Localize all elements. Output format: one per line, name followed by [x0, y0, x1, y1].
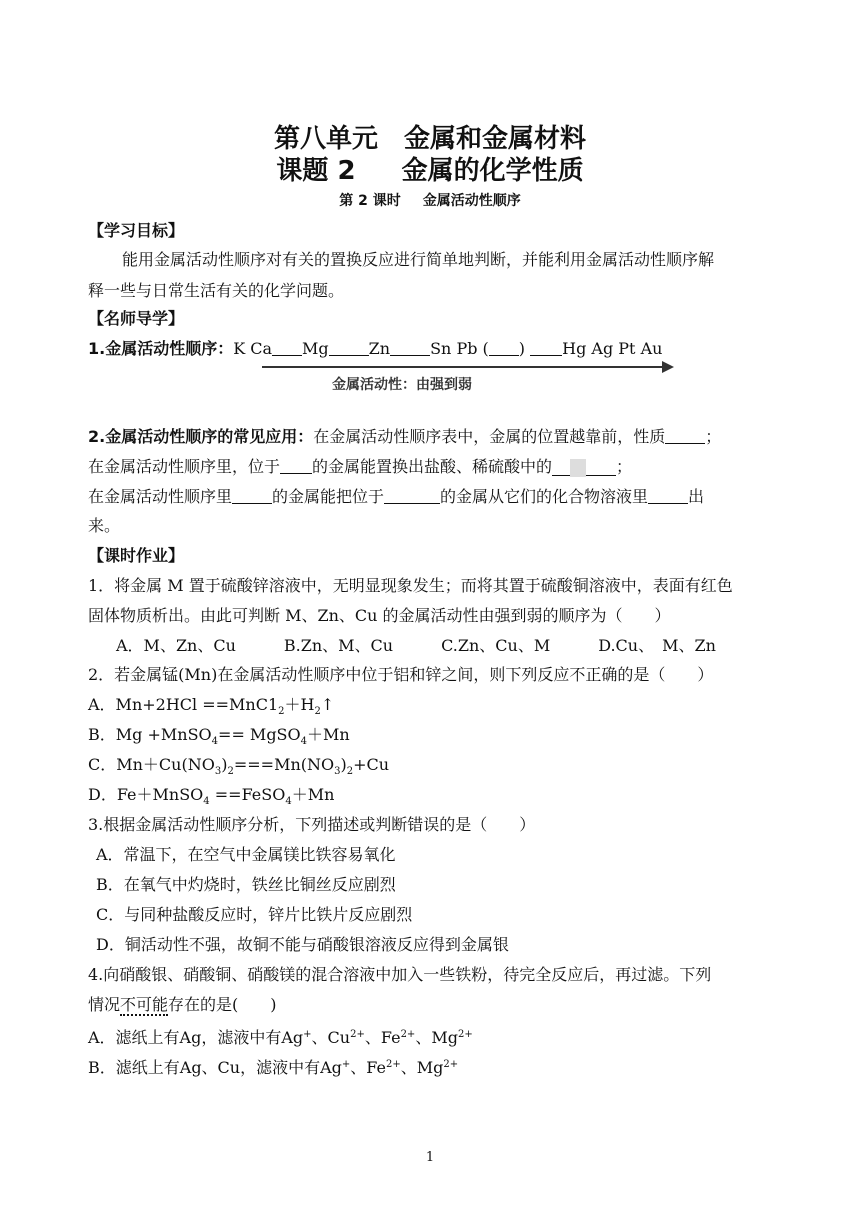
subscript: 4: [203, 796, 210, 807]
gas-arrow-icon: ↑: [320, 695, 335, 714]
lesson-name: 金属的化学性质: [401, 156, 584, 186]
objectives-line-1: 能用金属活动性顺序对有关的置换反应进行简单地判断，并能利用金属活动性顺序解: [122, 250, 715, 269]
superscript: +: [303, 1029, 312, 1040]
option-text: A．滤纸上有Ag，滤液中有Ag: [88, 1028, 304, 1047]
subscript: 3: [334, 766, 341, 777]
question-2-stem: 2．若金属锰(Mn)在金属活动性顺序中位于铝和锌之间，则下列反应不正确的是（ ）: [88, 665, 714, 684]
question-4-option-b: [88, 1055, 458, 1078]
question-1-line-1: 1．将金属 M 置于硫酸锌溶液中，无明显现象发生；而将其置于硫酸铜溶液中，表面有红色: [88, 576, 733, 595]
option-text: 、Fe: [350, 1058, 386, 1077]
question-4-line-2: [88, 995, 277, 1015]
arrow-head-icon: [662, 361, 674, 373]
period-name: 金属活动性顺序: [422, 193, 521, 209]
superscript: 2+: [350, 1029, 365, 1040]
application-text: 出: [688, 487, 705, 506]
series-text: Sn Pb (: [430, 339, 489, 358]
blank: [390, 339, 430, 356]
arrow-shaft: [262, 366, 666, 368]
blank: [232, 487, 272, 504]
question-3-option-b: B．在氧气中灼烧时，铁丝比铜丝反应剧烈: [96, 875, 396, 894]
question-1-line-2: 固体物质析出。由此可判断 M、Zn、Cu 的金属活动性由强到弱的顺序为（ ）: [88, 606, 671, 625]
formula-text: == MgSO: [218, 725, 301, 744]
scan-mark: [570, 459, 586, 477]
period-number: 第 2 课时: [339, 193, 401, 209]
option-text: 、Fe: [364, 1028, 401, 1047]
subscript: 3: [214, 766, 222, 777]
blank: [648, 487, 688, 504]
question-2-option-c: [88, 755, 389, 782]
question-3-stem: 3.根据金属活动性顺序分析，下列描述或判断错误的是（ ）: [88, 815, 536, 834]
formula-text: ＋Mn: [307, 725, 350, 744]
application-text: 在金属活动性顺序里: [88, 487, 233, 506]
series-text: K Ca: [233, 339, 273, 358]
series-text: Zn: [368, 339, 391, 358]
question-2-option-b: [88, 725, 350, 752]
blank: [272, 339, 302, 356]
objectives-header: 【学习目标】: [88, 221, 185, 240]
period-title: [0, 190, 860, 210]
formula-text: ＋Mn: [291, 785, 335, 804]
formula-text: B．Mg +MnSO: [88, 725, 212, 744]
option-text: B．滤纸上有Ag、Cu，滤液中有Ag: [88, 1058, 342, 1077]
question-3-option-c: C．与同种盐酸反应时，锌片比铁片反应剧烈: [96, 905, 413, 924]
superscript: 2+: [457, 1029, 473, 1040]
blank: [530, 339, 562, 356]
application-text: ；: [616, 457, 633, 476]
superscript: +: [341, 1059, 351, 1070]
application-text: 在金属活动性顺序表中，金属的位置越靠前，性质: [313, 427, 666, 446]
blank: [280, 457, 312, 474]
question-1-options: A．M、Zn、Cu B.Zn、M、Cu C.Zn、Cu、M D.Cu、 M、Zn: [116, 636, 716, 655]
subscript: 4: [300, 736, 308, 747]
arrow-label: 金属活动性：由强到弱: [332, 377, 472, 393]
page-number: 1: [425, 1150, 435, 1165]
application-line-3: [88, 487, 704, 507]
application-line-1: [88, 427, 721, 447]
application-text: 的金属能置换出盐酸、稀硫酸中的: [312, 457, 553, 476]
superscript: 2+: [443, 1059, 459, 1070]
activity-series-line: [88, 339, 662, 359]
question-2-option-d: [88, 785, 334, 812]
formula-text: ==FeSO: [209, 785, 286, 804]
blank: [384, 487, 440, 504]
subscript: 2: [314, 706, 321, 717]
formula-text: ): [340, 755, 347, 774]
subscript: 4: [285, 796, 292, 807]
activity-series-label: 1.金属活动性顺序：: [88, 339, 234, 358]
formula-text: +Cu: [353, 755, 390, 774]
application-text: 的金属从它们的化合物溶液里: [440, 487, 649, 506]
question-3-option-a: A．常温下，在空气中金属镁比铁容易氧化: [96, 845, 396, 864]
option-text: 、Cu: [311, 1028, 351, 1047]
formula-text: ＋H: [284, 695, 315, 714]
option-text: 、Mg: [415, 1028, 458, 1047]
blank: [552, 459, 616, 476]
subscript: 4: [211, 736, 219, 747]
guide-header: 【名师导学】: [88, 309, 185, 328]
subscript: 2: [227, 766, 234, 777]
series-text: Mg: [302, 339, 329, 358]
blank: [329, 339, 369, 356]
question-3-option-d: D．铜活动性不强，故铜不能与硝酸银溶液反应得到金属银: [96, 935, 509, 954]
formula-text: A．Mn+2HCl ==MnC1: [88, 695, 279, 714]
application-text: 的金属能把位于: [272, 487, 385, 506]
application-text: ；: [705, 427, 722, 446]
application-text: 在金属活动性顺序里，位于: [88, 457, 281, 476]
activity-arrow: [262, 358, 676, 392]
formula-text: D．Fe＋MnSO: [88, 785, 204, 804]
superscript: 2+: [386, 1059, 401, 1070]
emphasis-text: 不可能: [120, 995, 169, 1014]
formula-text: C．Mn＋Cu(NO: [88, 755, 215, 774]
superscript: 2+: [400, 1029, 416, 1040]
application-line-4: 来。: [88, 516, 121, 535]
question-text: 存在的是( ): [168, 995, 277, 1014]
series-text: Hg Ag Pt Au: [562, 339, 663, 358]
blank: [489, 339, 519, 356]
unit-title: 第八单元 金属和金属材料: [273, 124, 586, 154]
question-4-option-a: [88, 1025, 473, 1048]
subscript: 2: [278, 706, 285, 717]
lesson-number: 课题 2: [276, 156, 356, 186]
series-text: ): [518, 339, 526, 358]
subscript: 2: [346, 766, 354, 777]
lesson-title: [0, 150, 860, 187]
application-label: 2.金属活动性顺序的常见应用：: [88, 427, 314, 446]
homework-header: 【课时作业】: [88, 546, 185, 565]
option-text: 、Mg: [400, 1058, 444, 1077]
formula-text: ): [221, 755, 228, 774]
question-4-line-1: 4.向硝酸银、硝酸铜、硝酸镁的混合溶液中加入一些铁粉，待完全反应后，再过滤。下列: [88, 965, 712, 984]
application-line-2: [88, 457, 632, 477]
question-2-option-a: [88, 695, 334, 722]
formula-text: ===Mn(NO: [233, 755, 335, 774]
question-text: 情况: [88, 995, 121, 1014]
blank: [665, 427, 705, 444]
objectives-line-2: 释一些与日常生活有关的化学问题。: [88, 281, 345, 300]
